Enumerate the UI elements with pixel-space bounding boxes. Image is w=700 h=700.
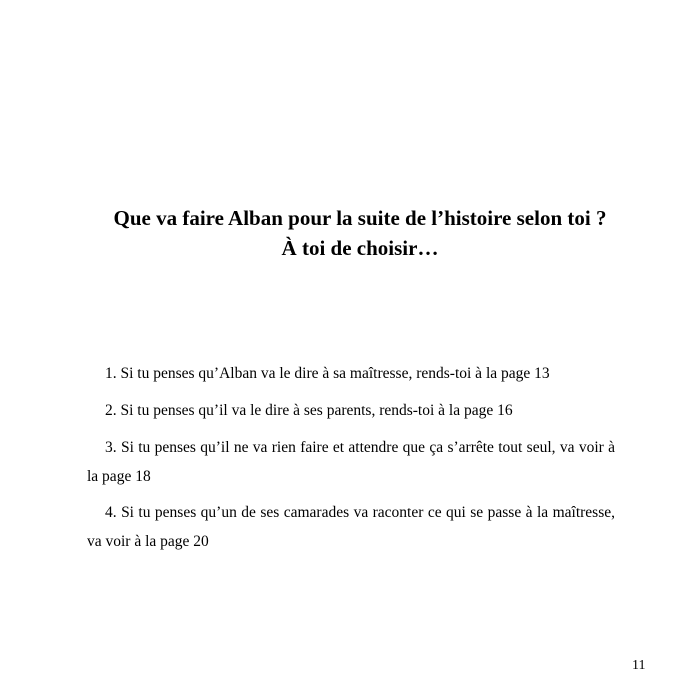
choice-item-4: 4. Si tu penses qu’un de ses camarades va raconter ce qui se passe à la maîtresse, va voir à la page 20 bbox=[87, 504, 615, 550]
heading-instruction: À toi de choisir… bbox=[281, 236, 439, 260]
choice-item-2: 2. Si tu penses qu’il va le dire à ses parents, rends-toi à la page 16 bbox=[105, 402, 513, 419]
choice-list bbox=[87, 359, 615, 563]
heading-question: Que va faire Alban pour la suite de l’histoire selon toi ? bbox=[113, 206, 607, 230]
choice-item-1: 1. Si tu penses qu’Alban va le dire à sa maîtresse, rends-toi à la page 13 bbox=[105, 365, 550, 382]
choice-item-3: 3. Si tu penses qu’il ne va rien faire et attendre que ça s’arrête tout seul, va voir à la page 18 bbox=[87, 439, 615, 485]
page-heading bbox=[0, 203, 700, 263]
page-number: 11 bbox=[632, 658, 646, 673]
